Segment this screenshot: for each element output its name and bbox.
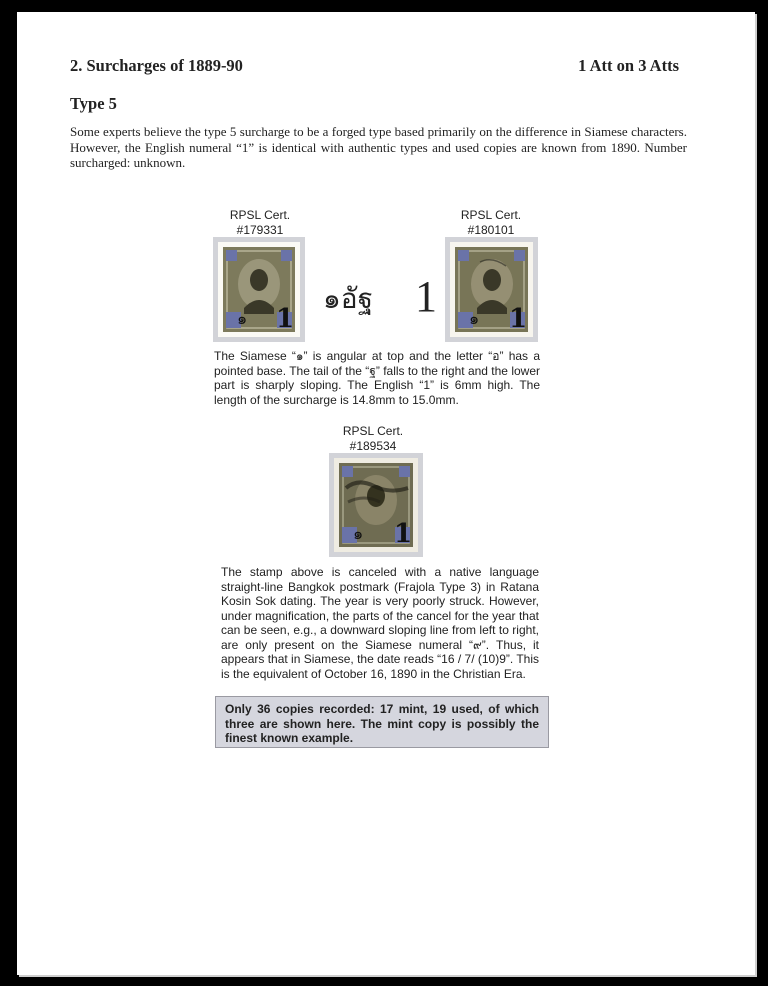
svg-text:๑: ๑ <box>469 309 480 328</box>
cert-number: #189534 <box>349 439 397 453</box>
svg-text:1: 1 <box>394 519 413 549</box>
stamp-2-frame <box>445 237 538 342</box>
album-page <box>17 12 755 975</box>
stamp-2-cert <box>441 208 541 238</box>
cert-label: RPSL Cert. <box>342 424 404 438</box>
surcharge-numeral: 1 <box>415 272 437 321</box>
cert-label: RPSL Cert. <box>460 208 522 222</box>
svg-text:๑: ๑ <box>237 309 248 328</box>
census-note: Only 36 copies recorded: 17 mint, 19 used, of which three are shown here. The mint copy is possibly the finest known example. <box>215 696 549 748</box>
surcharge-siamese: ๑อัฐ <box>323 282 374 315</box>
cert-number: #179331 <box>236 223 284 237</box>
section-heading: 2. Surcharges of 1889-90 <box>70 56 243 75</box>
surcharge-description: The Siamese “๑” is angular at top and the letter “อ” has a pointed base. The tail of the “ฐ” falls to the right and the lower part is sharply sloping. The English “1” is 6mm high. The length of the surcharge is 14.8mm to 15.0mm. <box>214 349 540 407</box>
stamp-3-cert <box>323 424 423 454</box>
type-title: Type 5 <box>70 94 117 113</box>
svg-text:1: 1 <box>276 304 295 334</box>
value-heading: 1 Att on 3 Atts <box>578 56 679 75</box>
stamp-3-frame <box>329 453 423 557</box>
stamp-3-image <box>334 458 418 552</box>
postmark-description: The stamp above is canceled with a native language straight-line Bangkok postmark (Frajola Type 3) in Ratana Kosin Sok dating. The year is very poorly struck. However, under magnification, the parts of the cancel for the year that can be seen, e.g., a downward sloping line from left to right, are only present on the Siamese numeral “๙”. Thus, it appears that in Siamese, the date reads “16 / 7/ (10)9”. This is the equivalent of October 16, 1890 in the Christian Era. <box>221 565 539 681</box>
surcharge-tracing <box>317 260 441 322</box>
svg-text:๑: ๑ <box>353 524 364 543</box>
stamp-2-image <box>450 242 533 337</box>
stamp-1-image <box>218 242 300 337</box>
cert-label: RPSL Cert. <box>229 208 291 222</box>
cert-number: #180101 <box>467 223 515 237</box>
stamp-1-cert <box>210 208 310 238</box>
stamp-1-frame <box>213 237 305 342</box>
intro-paragraph: Some experts believe the type 5 surcharge to be a forged type based primarily on the difference in Siamese characters. However, the English numeral “1” is identical with authentic types and used copies are known from 1890. Number surcharged: unknown. <box>70 124 687 170</box>
svg-text:1: 1 <box>509 304 528 334</box>
